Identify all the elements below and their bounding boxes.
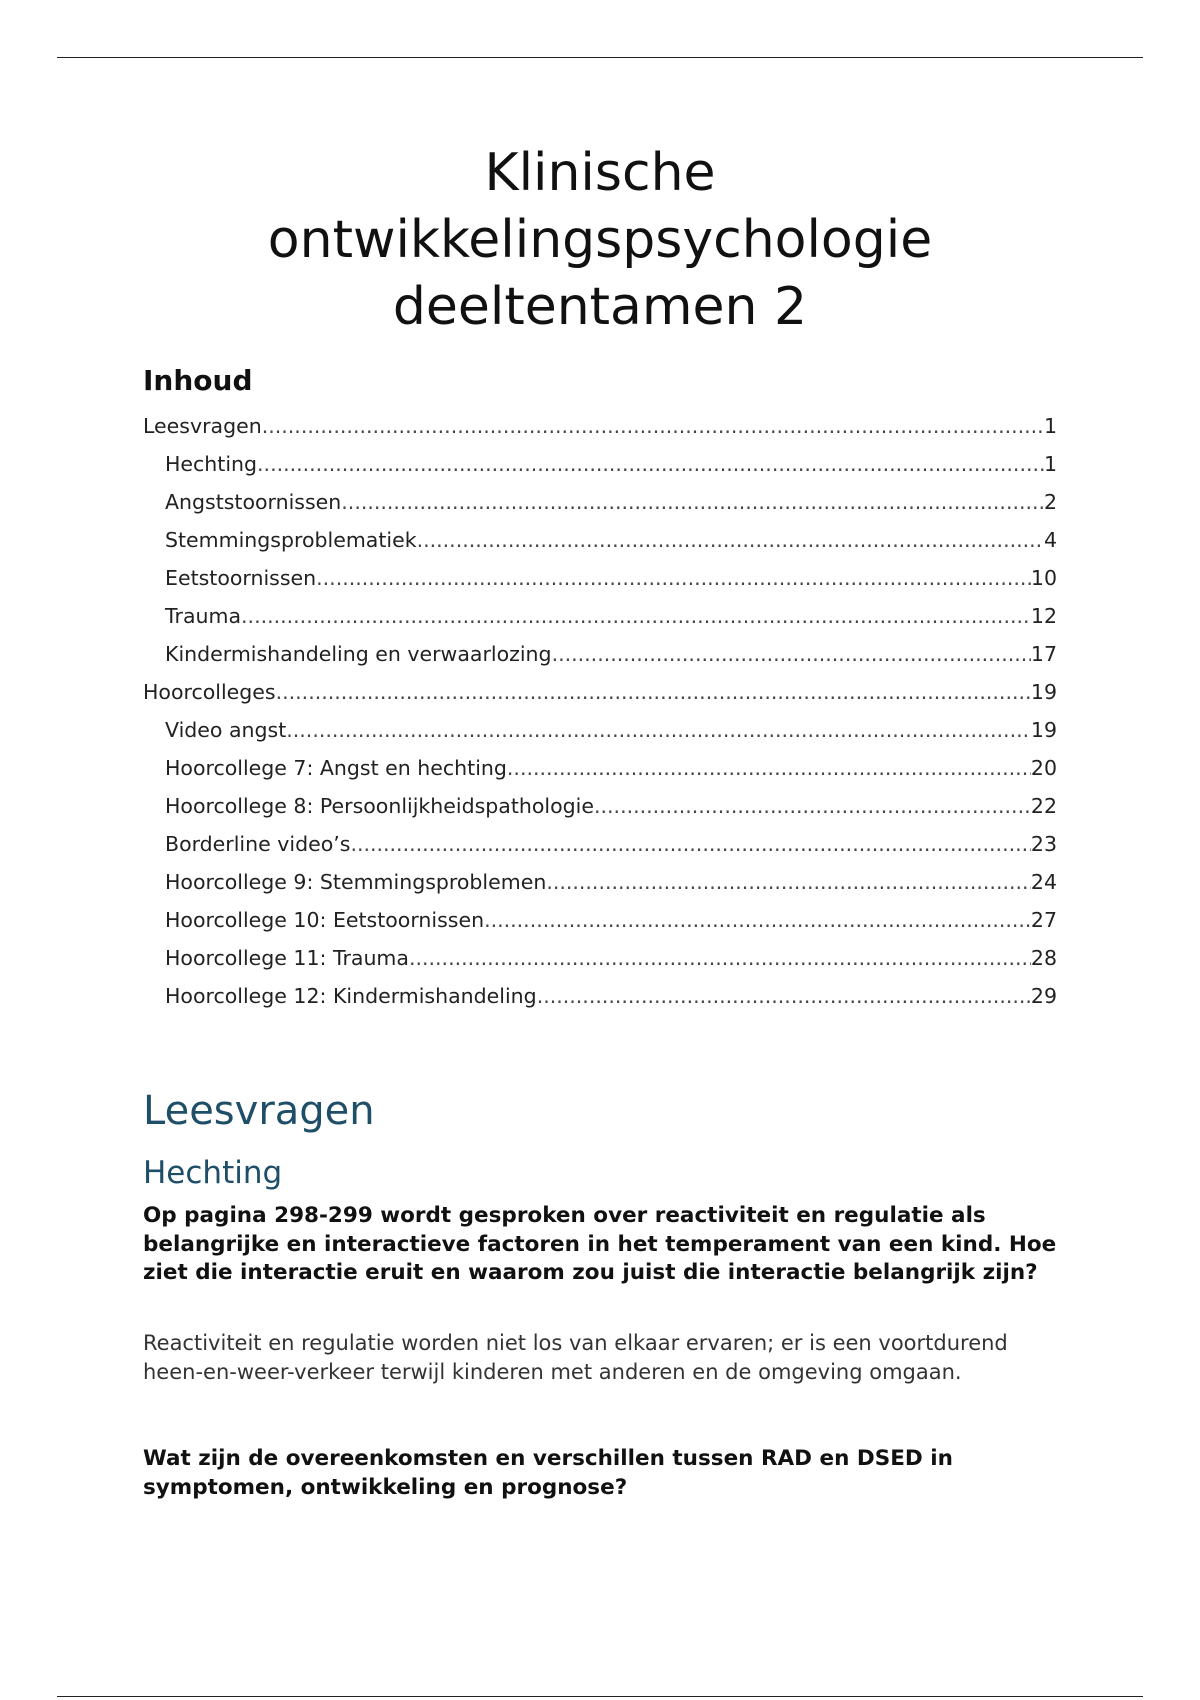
title-line: deeltentamen 2	[392, 277, 808, 337]
toc-entry-page: 12	[1030, 604, 1057, 628]
toc-entry[interactable]	[143, 452, 1057, 490]
toc-entry-page: 17	[1030, 642, 1057, 666]
toc-entry[interactable]	[143, 870, 1057, 908]
toc-entry-page: 24	[1030, 870, 1057, 894]
toc-dot-leader	[341, 490, 1044, 514]
toc-entry-page: 1	[1043, 452, 1057, 476]
toc-dot-leader	[286, 718, 1031, 742]
toc-entry-page: 23	[1030, 832, 1057, 856]
document-title	[143, 140, 1057, 341]
toc-entry-label: Hechting	[165, 452, 258, 476]
toc-entry-page: 22	[1030, 794, 1057, 818]
toc-dot-leader	[409, 946, 1031, 970]
toc-dot-leader	[276, 680, 1031, 704]
toc-entry[interactable]	[143, 414, 1057, 452]
toc-dot-leader	[552, 642, 1031, 666]
toc-entry-label: Kindermishandeling en verwaarlozing	[165, 642, 552, 666]
toc-dot-leader	[262, 414, 1044, 438]
toc-dot-leader	[350, 832, 1030, 856]
question-text: Op pagina 298-299 wordt gesproken over reactiviteit en regulatie als belangrijke en interactieve factoren in het temperament van een kind. Hoe ziet die interactie eruit en waarom zou juist die interactie belangrijk zijn?	[143, 1203, 1057, 1285]
toc-entry-page: 1	[1043, 414, 1057, 438]
toc-entry[interactable]	[143, 718, 1057, 756]
toc-entry-page: 27	[1030, 908, 1057, 932]
toc-dot-leader	[507, 756, 1031, 780]
toc-dot-leader	[316, 566, 1031, 590]
toc-dot-leader	[537, 984, 1031, 1008]
toc-entry-label: Hoorcollege 12: Kindermishandeling	[165, 984, 537, 1008]
answer-text: Reactiviteit en regulatie worden niet los van elkaar ervaren; er is een voortdurend heen-en-weer-verkeer terwijl kinderen met anderen en de omgeving omgaan.	[143, 1331, 1008, 1384]
toc-entry-page: 29	[1030, 984, 1057, 1008]
toc-dot-leader	[257, 452, 1044, 476]
toc-entry[interactable]	[143, 832, 1057, 870]
toc-entry-page: 20	[1030, 756, 1057, 780]
toc-dot-leader	[546, 870, 1031, 894]
toc-dot-leader	[484, 908, 1031, 932]
toc-entry-page: 19	[1030, 680, 1057, 704]
footer-rule	[57, 1696, 1143, 1697]
title-line: ontwikkelingspsychologie	[267, 210, 933, 270]
toc-heading: Inhoud	[143, 364, 253, 397]
toc-entry-page: 2	[1043, 490, 1057, 514]
toc-entry-label: Eetstoornissen	[165, 566, 317, 590]
toc-entry[interactable]	[143, 490, 1057, 528]
toc-entry-page: 10	[1030, 566, 1057, 590]
toc-entry[interactable]	[143, 794, 1057, 832]
toc-entry[interactable]	[143, 908, 1057, 946]
toc-entry-label: Hoorcolleges	[143, 680, 276, 704]
toc-entry-label: Stemmingsproblematiek	[165, 528, 417, 552]
toc-entry-page: 4	[1043, 528, 1057, 552]
toc-entry[interactable]	[143, 680, 1057, 718]
subsection-heading: Hechting	[143, 1155, 283, 1191]
toc-entry-label: Hoorcollege 7: Angst en hechting	[165, 756, 507, 780]
toc-entry-label: Trauma	[165, 604, 242, 628]
title-line: Klinische	[484, 143, 716, 203]
toc-entry-label: Video angst	[165, 718, 287, 742]
section-heading: Leesvragen	[143, 1088, 375, 1134]
toc-entry-label: Hoorcollege 8: Persoonlijkheidspathologie	[165, 794, 594, 818]
toc-entry-label: Borderline video’s	[165, 832, 351, 856]
toc-entry-label: Angststoornissen	[165, 490, 342, 514]
toc-entry[interactable]	[143, 566, 1057, 604]
toc-entry[interactable]	[143, 642, 1057, 680]
toc-entry-page: 28	[1030, 946, 1057, 970]
table-of-contents	[143, 414, 1057, 1022]
question-text: Wat zijn de overeenkomsten en verschillen tussen RAD en DSED in symptomen, ontwikkeling en prognose?	[143, 1446, 953, 1500]
toc-entry[interactable]	[143, 984, 1057, 1022]
toc-entry[interactable]	[143, 756, 1057, 794]
toc-entry[interactable]	[143, 528, 1057, 566]
toc-entry[interactable]	[143, 946, 1057, 984]
toc-entry-label: Leesvragen	[143, 414, 262, 438]
toc-entry-label: Hoorcollege 11: Trauma	[165, 946, 409, 970]
toc-entry-label: Hoorcollege 10: Eetstoornissen	[165, 908, 485, 932]
toc-entry-page: 19	[1030, 718, 1057, 742]
header-rule	[57, 57, 1143, 58]
toc-dot-leader	[594, 794, 1031, 818]
toc-dot-leader	[241, 604, 1031, 628]
toc-entry-label: Hoorcollege 9: Stemmingsproblemen	[165, 870, 547, 894]
toc-dot-leader	[417, 528, 1044, 552]
toc-entry[interactable]	[143, 604, 1057, 642]
